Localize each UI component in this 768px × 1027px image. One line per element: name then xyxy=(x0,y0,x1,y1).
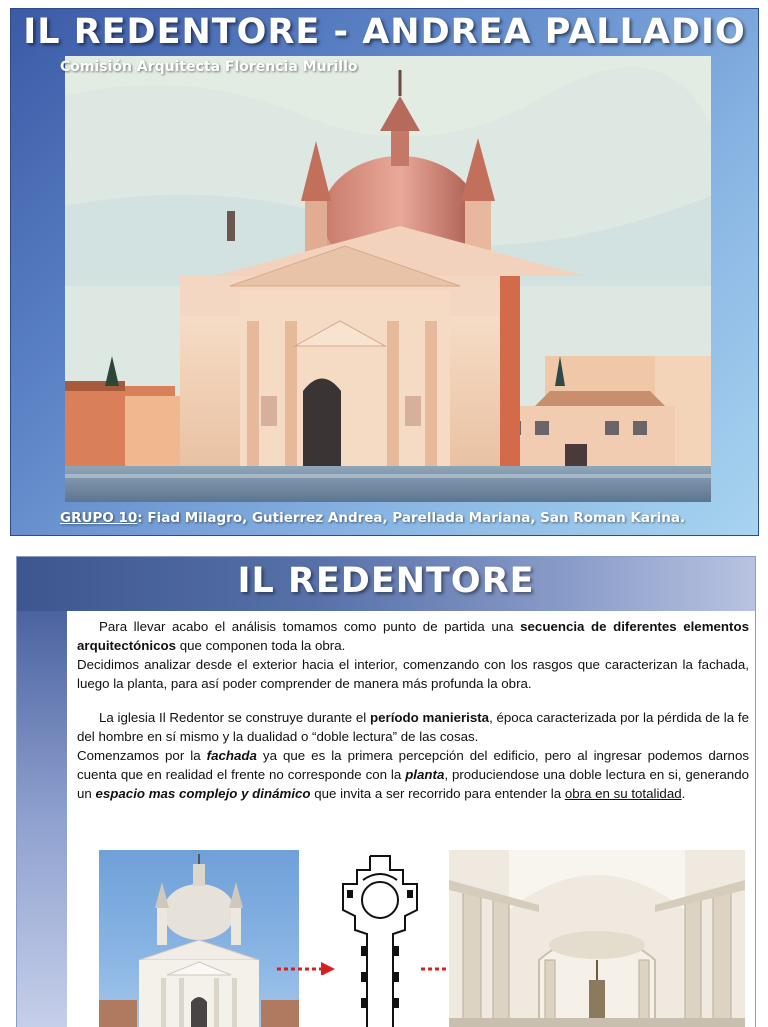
floor-plan-drawing xyxy=(335,850,425,1027)
p4-text-i: . xyxy=(681,786,686,801)
p4-text-c: ya que es la primera percepción del edificio, pero al ingresar podemos darnos cuenta que en realidad el frente no corresponde con la xyxy=(77,748,749,782)
p1-text-a: Para llevar acabo el análisis tomamos como punto de partida una xyxy=(99,619,521,634)
p3-text-a: La iglesia Il Redentor se construye durante el xyxy=(99,710,371,725)
commission-caption: Comisión Arquitecta Florencia Murillo xyxy=(60,59,358,75)
interior-photo xyxy=(449,850,745,1027)
paragraph-3 xyxy=(77,708,749,746)
p4-text-g: que invita a ser recorrido para entender la xyxy=(310,786,565,801)
p4-espacio: espacio mas complejo y dinámico xyxy=(95,786,311,801)
p4-text-a: Comenzamos por la xyxy=(77,748,207,763)
p4-planta: planta xyxy=(405,767,445,782)
p4-text-e: , produciendose una doble lectura en si, generando un xyxy=(77,767,749,801)
decorative-sidebar xyxy=(17,611,67,1027)
p3-bold: período manierista xyxy=(370,710,490,725)
cover-title: IL REDENTORE - ANDREA PALLADIO xyxy=(23,12,746,52)
p1-bold: secuencia de diferentes elementos arquitectónicos xyxy=(77,619,749,653)
body-text xyxy=(77,617,749,803)
group-members: : Fiad Milagro, Gutierrez Andrea, Parellada Mariana, San Roman Karina. xyxy=(137,510,686,526)
arrow-icon xyxy=(275,961,337,975)
slide-title: IL REDENTORE xyxy=(237,561,535,601)
group-credits xyxy=(60,510,685,526)
cover-slide xyxy=(10,8,759,536)
content-slide xyxy=(17,557,755,1027)
paragraph-1 xyxy=(77,617,749,655)
p1-text-c: que componen toda la obra. xyxy=(176,638,346,653)
p4-fachada: fachada xyxy=(206,748,257,763)
p3-text-c: , época caracterizada por la pérdida de la fe del hombre en sí mismo y la dualidad o “doble lectura” de las cosas. xyxy=(77,710,750,744)
paragraph-2: Decidimos analizar desde el exterior hacia el interior, comenzando con los rasgos que caracterizan la fachada, luego la planta, para así poder comprender de manera más profunda la obra. xyxy=(77,657,749,691)
church-painting xyxy=(65,56,711,502)
paragraph-4 xyxy=(77,746,749,803)
facade-photo xyxy=(99,850,299,1027)
p4-obra: obra en su totalidad xyxy=(564,786,682,801)
church-painting-illustration xyxy=(65,56,711,502)
group-label: GRUPO 10 xyxy=(60,510,138,526)
